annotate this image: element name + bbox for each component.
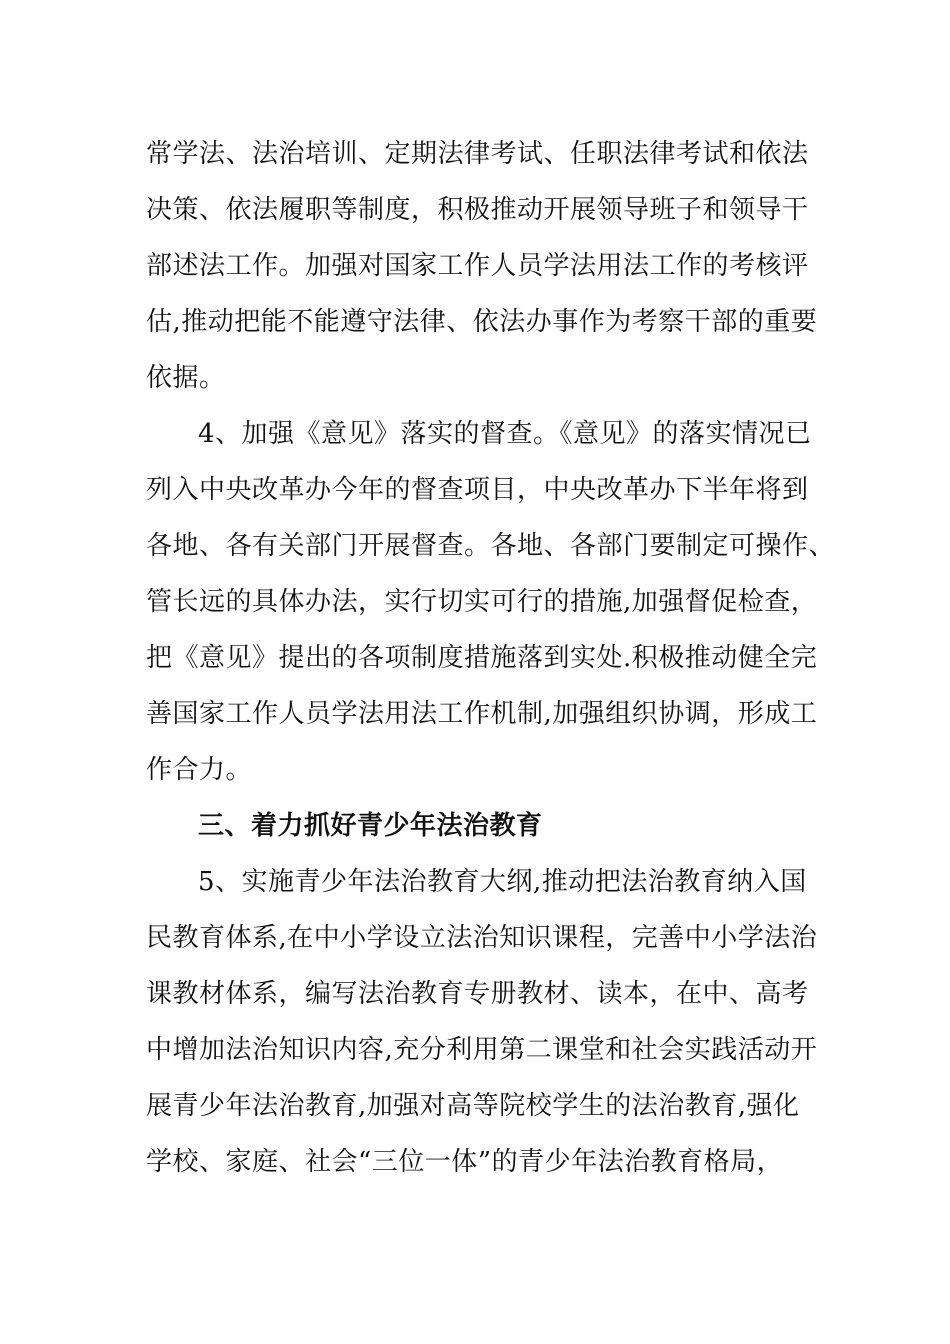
section-heading: 三、着力抓好青少年法治教育 [198,811,543,841]
body-line: 学校、家庭、社会“三位一体”的青少年法治教育格局， [146,1147,784,1177]
body-line: 部述法工作。加强对国家工作人员学法用法工作的考核评 [146,251,809,281]
body-line: 管长远的具体办法，实行切实可行的措施,加强督促检查， [146,587,818,617]
body-line: 中增加法治知识内容,充分利用第二课堂和社会实践活动开 [146,1035,818,1065]
body-line: 依据。 [146,363,226,393]
body-line: 各地、各有关部门开展督查。各地、各部门要制定可操作、 [146,531,836,561]
body-line: 决策、依法履职等制度，积极推动开展领导班子和领导干 [146,195,809,225]
document-body [146,126,836,1190]
body-line: 民教育体系,在中小学设立法治知识课程，完善中小学法治 [146,923,818,953]
paragraph-5-first-line: 5、实施青少年法治教育大纲,推动把法治教育纳入国 [198,867,807,897]
body-line: 善国家工作人员学法用法工作机制,加强组织协调，形成工 [146,699,818,729]
body-line: 列入中央改革办今年的督查项目，中央改革办下半年将到 [146,475,809,505]
body-line: 估,推动把能不能遵守法律、依法办事作为考察干部的重要 [146,307,818,337]
body-line: 把《意见》提出的各项制度措施落到实处.积极推动健全完 [146,643,818,673]
body-line: 常学法、法治培训、定期法律考试、任职法律考试和依法 [146,139,809,169]
paragraph-4-first-line: 4、加强《意见》落实的督查。《意见》的落实情况已 [198,419,812,449]
body-line: 课教材体系，编写法治教育专册教材、读本，在中、高考 [146,979,809,1009]
body-line: 作合力。 [146,755,253,785]
body-line: 展青少年法治教育,加强对高等院校学生的法治教育,强化 [146,1091,800,1121]
